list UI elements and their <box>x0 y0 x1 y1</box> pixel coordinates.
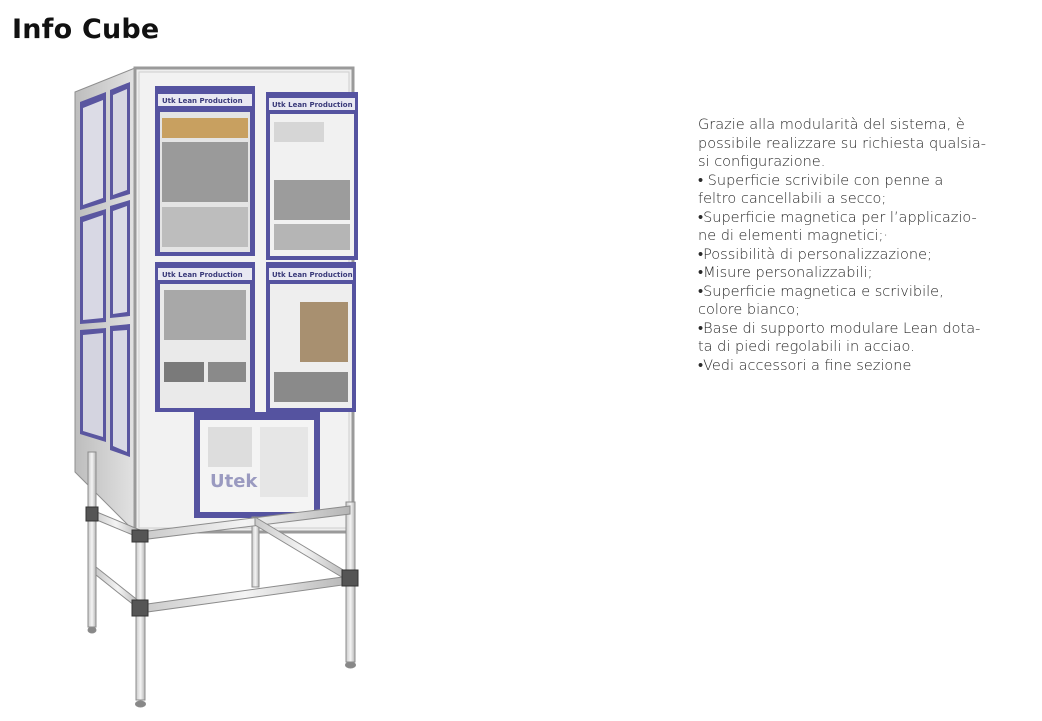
utek-logo: Utek <box>210 471 258 492</box>
feature-list-item: •Base di supporto modulare Lean dota- ta di piedi regolabili in acciao. <box>698 320 981 355</box>
info-cube-illustration <box>70 62 370 712</box>
description-intro: Grazie alla modularità del sistema, è possibile realizzare su richiesta qualsia- si configurazione. <box>698 117 986 170</box>
page-title: Info Cube <box>12 14 160 45</box>
poster-header-text: Utk Lean Production <box>272 271 353 279</box>
poster-header-text: Utk Lean Production <box>162 271 243 279</box>
poster-header-text: Utk Lean Production <box>162 97 243 105</box>
feature-list-item: • Superficie scrivibile con penne a feltro cancellabili a secco; <box>698 172 944 207</box>
product-description <box>698 116 1028 375</box>
feature-list <box>698 172 1028 376</box>
feature-list-item: •Vedi accessori a fine sezione <box>698 357 912 374</box>
feature-list-item: •Misure personalizzabili; <box>698 265 873 281</box>
side-posters <box>80 82 130 457</box>
info-cube-photo <box>70 62 370 712</box>
poster-middle-left <box>155 262 255 412</box>
feature-list-item: •Possibilità di personalizzazione; <box>698 246 932 263</box>
poster-header-text: Utk Lean Production <box>272 101 353 109</box>
poster-top-right <box>266 92 358 260</box>
poster-top-left <box>155 86 255 256</box>
poster-middle-right <box>266 262 356 412</box>
feature-list-item: •Superficie magnetica per l’applicazio- ne di elementi magnetici;· <box>698 209 977 244</box>
poster-bottom <box>194 412 320 518</box>
feature-list-item: •Superficie magnetica e scrivibile, colore bianco; <box>698 283 944 318</box>
